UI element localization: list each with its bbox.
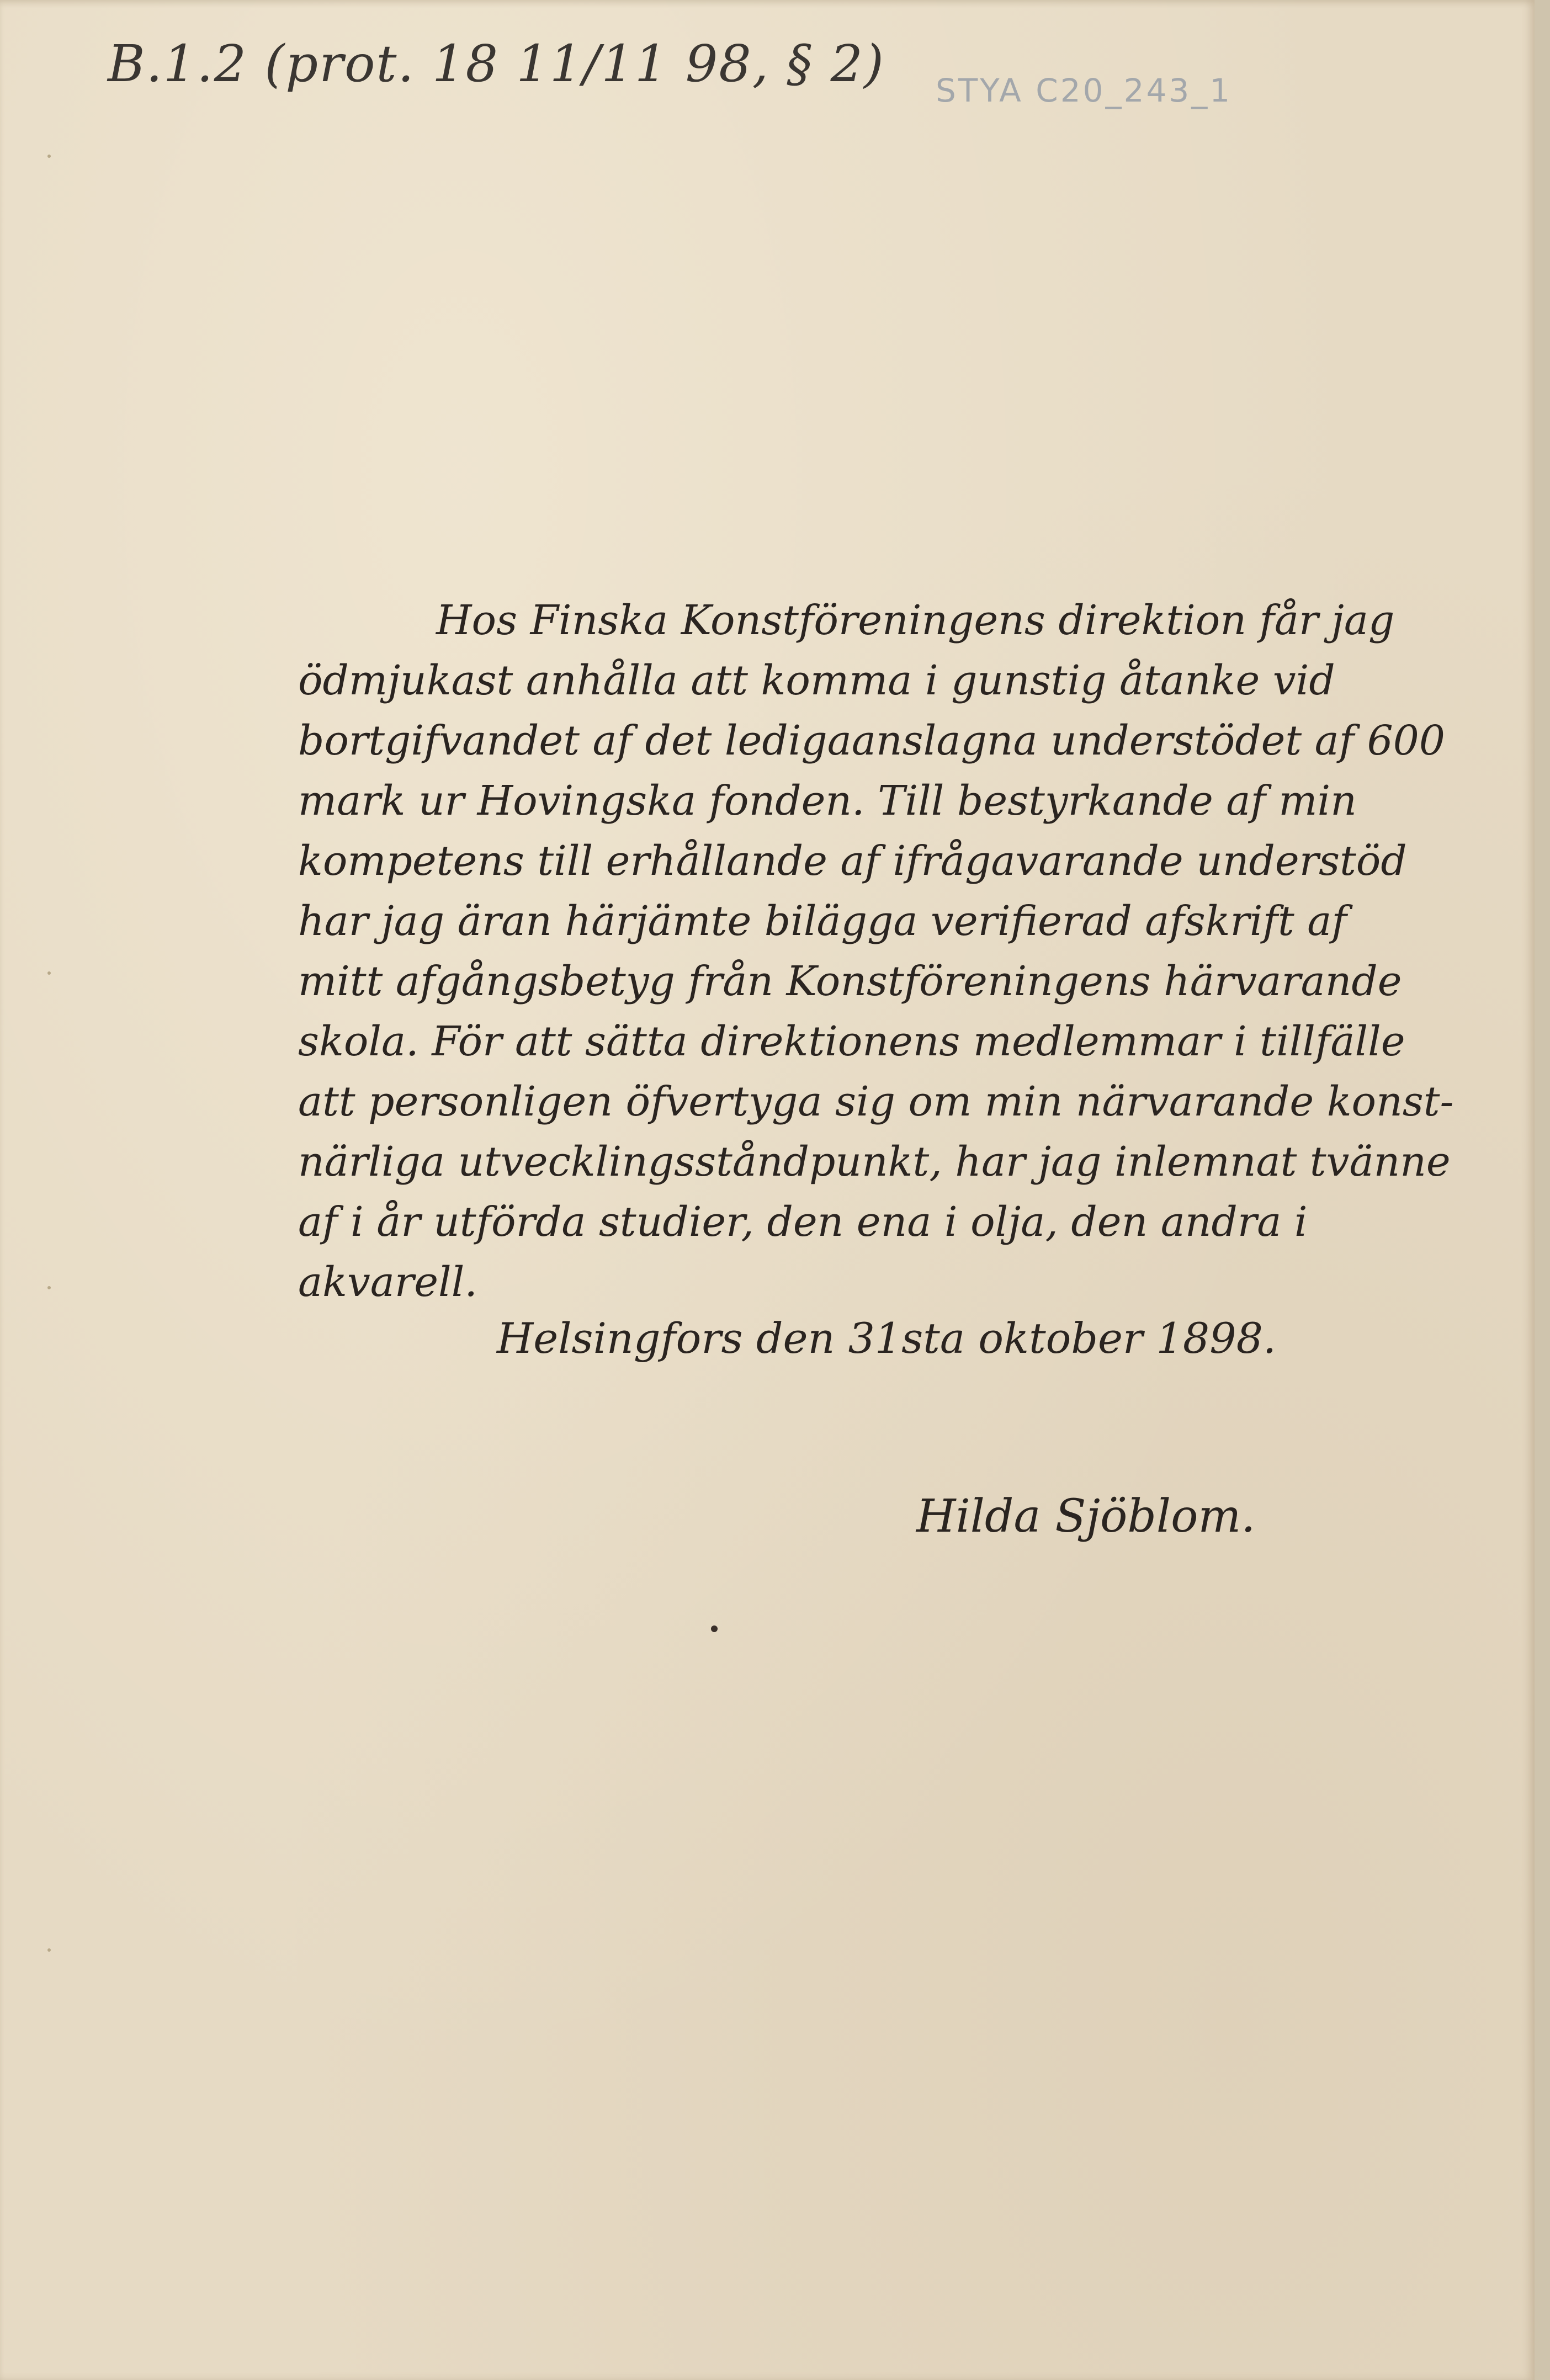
body-line: bortgifvandet af det ledigaanslagna understödet af 600 — [298, 717, 1445, 764]
body-line: närliga utvecklingsståndpunkt, har jag inlemnat tvänne — [298, 1138, 1451, 1186]
shelf-mark-stamp: STYA C20_243_1 — [936, 72, 1233, 109]
body-line: Hos Finska Konstföreningens direktion får jag — [436, 597, 1395, 644]
letter-body — [298, 591, 1454, 1313]
place-and-date: Helsingfors den 31sta oktober 1898. — [497, 1314, 1277, 1363]
body-line: ödmjukast anhålla att komma i gunstig åtanke vid — [298, 657, 1335, 704]
signature: Hilda Sjöblom. — [916, 1490, 1256, 1543]
paper-blemish — [47, 971, 51, 975]
paper-blemish — [47, 1948, 51, 1952]
archive-reference: B.1.2 (prot. 18 11/11 98, § 2) — [108, 34, 885, 93]
paper-blemish — [47, 1286, 51, 1289]
body-line: att personligen öfvertyga sig om min närvarande konst- — [298, 1078, 1454, 1125]
body-line: kompetens till erhållande af ifrågavarande understöd — [298, 837, 1407, 885]
page-edge — [1535, 0, 1550, 2380]
ink-spot — [711, 1625, 718, 1632]
body-line: af i år utförda studier, den ena i olja, den andra i — [298, 1198, 1308, 1246]
paper-blemish — [47, 155, 51, 158]
body-line: har jag äran härjämte bilägga verifierad afskrift af — [298, 897, 1347, 945]
body-line: akvarell. — [298, 1258, 477, 1306]
body-line: mitt afgångsbetyg från Konstföreningens härvarande — [298, 958, 1402, 1005]
body-line: mark ur Hovingska fonden. Till bestyrkande af min — [298, 777, 1357, 825]
body-line: skola. För att sätta direktionens medlemmar i tillfälle — [298, 1018, 1405, 1065]
